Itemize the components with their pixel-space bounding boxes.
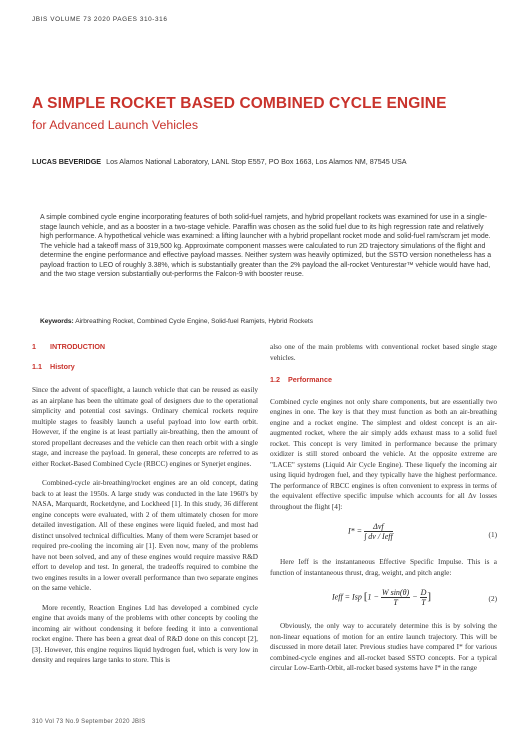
equation-term: 1 − xyxy=(367,592,379,602)
section-title: INTRODUCTION xyxy=(50,342,106,351)
paragraph: Since the advent of spaceflight, a launch vehicle that can be reused as easily as an airplane has been the ultimate goal of designers due to the operational simplicity and potential cost savings. Ordinary chemical rockets require multiple stages to feasibly launch a useful payload into low earth orbit. However, if the engine is at least partially air-breathing, then the amount of stored propellant decreases and the vehicle can then reach orbit with a single stage, and increase the payload. In general, these concepts are referred to as either Rocket-Based Combined Cycle (RBCC) engines or Synerjet engines. xyxy=(32,386,258,468)
section-heading-introduction xyxy=(32,342,258,353)
equation-1 xyxy=(270,518,497,552)
page-footer: 310 Vol 73 No.9 September 2020 JBIS xyxy=(32,719,146,725)
paragraph: Combined cycle engines not only share components, but are essentially two engines in one. The key is that they must function as both an air-breathing engine and a rocket engine. The simplest and oldest concept is an air-augmented rocket, where the air simply adds exhaust mass to a solid fuel rocket. This concept is very limited in performance because the primary oxidizer is still stored onboard the vehicle. At the opposite extreme are "LACE" systems (Liquid Air Cycle Engine). These liquefy the incoming air using liquid hydrogen fuel, and they typically have the highest performance. The performance of RBCC engines is often convenient to express in terms of the equivalent effective specific impulse which accounts for all Δv losses throughout the flight [4]: xyxy=(270,397,497,511)
equation-numerator: W sin(θ) xyxy=(381,588,410,597)
equation-operator: − xyxy=(412,592,418,602)
left-column xyxy=(32,342,258,666)
section-heading-history xyxy=(32,362,258,373)
keywords-label: Keywords: xyxy=(40,318,74,325)
section-number: 1 xyxy=(32,342,36,351)
paper-title: A SIMPLE ROCKET BASED COMBINED CYCLE ENGINE xyxy=(32,95,447,112)
right-column xyxy=(270,342,497,674)
paper-subtitle: for Advanced Launch Vehicles xyxy=(32,118,199,132)
equation-2: Ieff = Isp [1 − $\frac{\text{W sin(θ)}}{T}$ − $\frac{D}{T}$ ] (2) xyxy=(332,588,497,607)
section-number: 1.2 xyxy=(270,375,280,384)
equation-denominator: T xyxy=(393,598,398,607)
equation-numerator: D xyxy=(420,588,427,597)
paragraph: More recently, Reaction Engines Ltd has developed a combined cycle engine that avoids many of the problems with other concepts by cooling the incoming air without condensing it before feeding it into a conventional rocket engine. There has been a great deal of R&D done on this concept [2], [3]. However, this engine requires liquid hydrogen fuel, which is very low in density and requires large tanks to store. This is xyxy=(32,603,258,664)
running-header: JBIS VOLUME 73 2020 PAGES 310-316 xyxy=(32,16,168,23)
equation-numerator: Δvf xyxy=(364,522,393,532)
equation-lhs: I* = xyxy=(348,526,363,536)
author-affiliation: Los Alamos National Laboratory, LANL Stop E557, PO Box 1663, Los Alamos NM, 87545 USA xyxy=(106,157,407,166)
section-heading-performance xyxy=(270,375,497,386)
section-number: 1.1 xyxy=(32,361,42,371)
section-title: Performance xyxy=(288,375,332,384)
equation-lhs: Ieff = Isp xyxy=(332,592,362,602)
paragraph: Here Ieff is the instantaneous Effective Specific Impulse. This is a function of instantaneous thrust, drag, weight, and pitch angle: xyxy=(270,558,497,577)
keywords-text: Airbreathing Rocket, Combined Cycle Engine, Solid-fuel Ramjets, Hybrid Rockets xyxy=(75,318,314,325)
author-name: LUCAS BEVERIDGE xyxy=(32,157,102,166)
section-title: History xyxy=(50,361,75,371)
abstract: A simple combined cycle engine incorporating features of both solid-fuel ramjets, and hybrid propellant rockets was examined for use in a single-stage launch vehicle, and as a booster in a two-stage vehicle. Paraffin was chosen as the solid fuel due to its high regression rate and relatively high performance. A hypothetical vehicle was examined: a lifting launcher with a hybrid propellant rocket mode and solid-fuel ram/scram jet mode. The vehicle had a takeoff mass of 319,500 kg. Approximate component masses were calculated to run 2D trajectory simulations of the flight and determine the engine performance and effective payload masses. Neither system was heavily optimized, but the SSTO version nonetheless has a payload fraction to LEO of roughly 3.38%, which is substantially greater than the 2% payload the all-rocket Venturestar™ vehicle would have had, and the two stage version substantially out-performs the Falcon-9 with booster reuse. xyxy=(40,214,492,279)
paragraph: Obviously, the only way to accurately determine this is by solving the non-linear equations of motion for an entire launch trajectory. This will be discussed in more detail later. Previous studies have compared I* for various combined-cycle engines and all-rocket based SSTO concepts. For a typical circular Low-Earth-Orbit, all-rocket based systems have I* in the range xyxy=(270,622,497,672)
equation-number: (2) xyxy=(488,595,497,603)
integral-sign: ∫ xyxy=(364,532,367,541)
keywords xyxy=(40,318,498,325)
equation-denominator: T xyxy=(421,598,426,607)
author-line xyxy=(32,157,407,166)
equation-denominator: dv / Ieff xyxy=(368,532,393,541)
paragraph: also one of the main problems with conventional rocket based single stage vehicles. xyxy=(270,343,497,362)
equation-number: (1) xyxy=(488,531,497,539)
paragraph: Combined-cycle air-breathing/rocket engines are an old concept, dating back to at least the 1950s. A large study was conducted in the late 1960's by NASA, Marquardt, Rocketdyne, and Lockheed [1]. In this study, 36 different engine concepts were evaluated, with 2 of them ultimately chosen for more detailed investigation. All of these engines were liquid fueled, and most had distinct unsolved technical difficulties. Many of them were Scramjet based or required pre-cooling the incoming air [1]. Even now, many of the problems have not been solved, and any of these engines would require massive R&D effort to develop and test. In general, the tradeoffs required to combine the two engines results in a lower overall performance than two separate engines on the same vehicle. xyxy=(32,479,258,592)
